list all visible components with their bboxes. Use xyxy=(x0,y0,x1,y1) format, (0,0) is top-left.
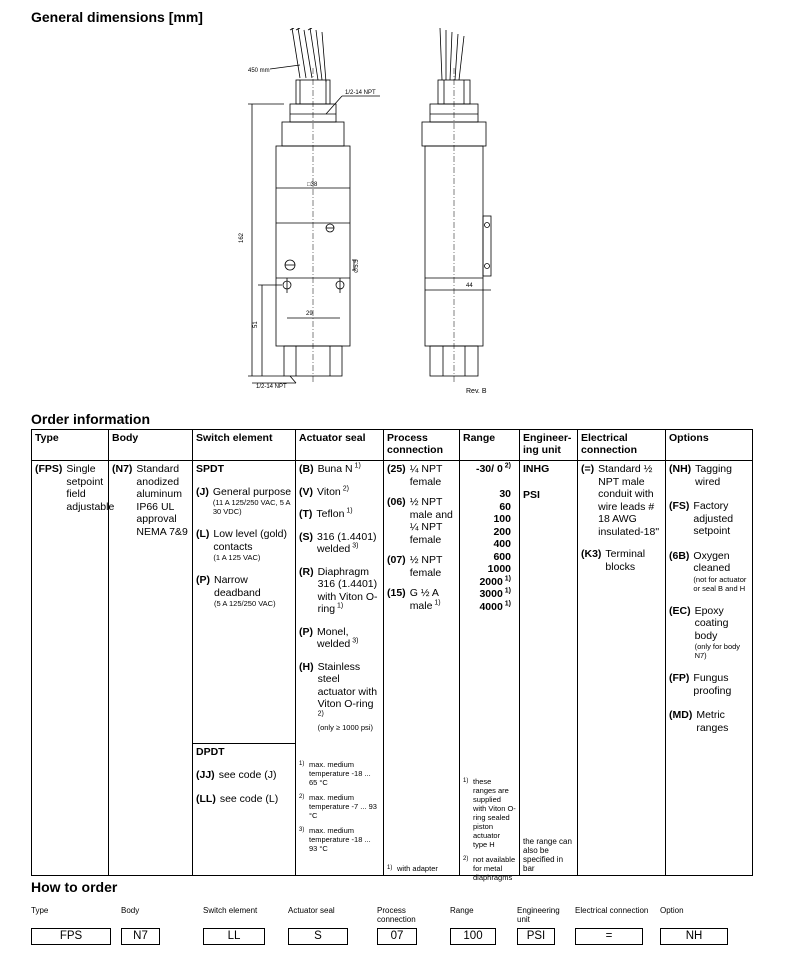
actuator-code: (H) xyxy=(299,660,314,673)
eng-inhg: INHG xyxy=(523,463,550,475)
option-code: (NH) xyxy=(669,463,692,475)
spdt-heading: SPDT xyxy=(196,463,225,475)
actuator-item xyxy=(299,486,380,499)
switch-item xyxy=(196,486,292,517)
range-value: 400 xyxy=(493,538,511,550)
process-cell xyxy=(384,461,460,876)
process-code: (06) xyxy=(387,496,406,508)
col-electrical: Electrical connection xyxy=(578,430,666,461)
order-field-value[interactable]: N7 xyxy=(121,928,160,945)
actuator-item xyxy=(299,626,380,651)
device-side-view xyxy=(422,80,491,376)
actuator-footnote-ref: 2) xyxy=(317,710,324,717)
order-field-label: Process connection xyxy=(377,906,416,924)
order-field-label: Body xyxy=(121,906,140,915)
eng-psi: PSI xyxy=(523,488,540,501)
switch-text: see code (L) xyxy=(219,793,279,805)
option-item xyxy=(669,709,749,734)
footnote-text: max. medium temperature -18 ... 93 °C xyxy=(309,826,371,853)
process-footnote: 1) with adapter xyxy=(387,864,438,873)
order-field-label: Engineering unit xyxy=(517,906,560,924)
lower-height-label: 51 xyxy=(253,321,259,328)
spdt-list xyxy=(196,486,292,609)
range-list xyxy=(463,463,516,613)
actuator-code: (T) xyxy=(299,508,313,520)
process-text: G ½ A male $^{1)}$ xyxy=(409,587,441,612)
actuator-item xyxy=(299,531,380,556)
option-note: (not for actuator or seal B and H xyxy=(693,574,747,593)
order-field-label: Actuator seal xyxy=(288,906,335,915)
option-code: (MD) xyxy=(669,709,693,721)
footnote-number: 1) xyxy=(463,778,469,784)
option-note: (only for body N7) xyxy=(694,642,741,660)
footnote-text: max. medium temperature -18 ... 65 °C xyxy=(309,760,371,787)
switch-item xyxy=(196,769,292,782)
option-item xyxy=(669,550,749,593)
switch-text: Low level (gold) contacts (1 A 125 VAC) xyxy=(213,528,292,562)
actuator-text: Monel, welded $^{3)}$ xyxy=(317,625,359,650)
dpdt-list xyxy=(196,769,292,806)
col-eng-unit: Engineer-ing unit xyxy=(520,430,578,461)
actuator-item xyxy=(299,508,380,521)
switch-note: (11 A 125/250 VAC, 5 A 30 VDC) xyxy=(212,498,291,516)
range-value: 60 xyxy=(499,500,511,513)
actuator-text: Viton $^{2)}$ xyxy=(317,485,349,498)
how-title: How to order xyxy=(31,879,118,895)
footnote-number: 1) xyxy=(299,761,305,767)
footnote-text: not available for metal diaphragms xyxy=(473,855,516,882)
electrical-text: Terminal blocks xyxy=(605,548,646,573)
order-table xyxy=(31,429,753,882)
range-footnote-ref: 2) xyxy=(502,462,511,470)
option-code: (FP) xyxy=(669,672,690,684)
range-value: 30 xyxy=(499,488,511,500)
dpdt-heading: DPDT xyxy=(196,746,225,758)
npt-top-label: 1/2-14 NPT xyxy=(345,90,376,96)
type-cell xyxy=(32,461,115,876)
electrical-code: (=) xyxy=(581,463,595,475)
order-field-value[interactable]: NH xyxy=(660,928,728,945)
switch-code: (LL) xyxy=(196,793,216,805)
order-field-value[interactable]: FPS xyxy=(31,928,111,945)
range-value: 4000 $^{1)}$ xyxy=(479,600,511,613)
col-body: Body xyxy=(109,430,193,461)
wire-length-label: 450 mm xyxy=(248,68,270,74)
actuator-item xyxy=(299,463,380,476)
col-switch: Switch element xyxy=(193,430,296,461)
actuator-code: (B) xyxy=(299,463,314,475)
option-item xyxy=(669,463,749,488)
actuator-footnote xyxy=(299,760,380,787)
option-item xyxy=(669,672,749,697)
order-field-value[interactable]: S xyxy=(288,928,348,945)
footnote-number: 2) xyxy=(299,794,305,800)
order-field-label: Type xyxy=(31,906,49,915)
electrical-item xyxy=(581,548,662,573)
option-item xyxy=(669,500,749,538)
square-label: □38 xyxy=(307,182,318,188)
switch-dpdt-cell xyxy=(193,744,296,876)
height-label: 162 xyxy=(239,232,245,243)
range-footnote xyxy=(463,777,516,849)
type-code: (FPS) xyxy=(35,463,63,475)
table-body-row xyxy=(32,461,753,744)
col-range: Range xyxy=(460,430,520,461)
range-value: 3000 $^{1)}$ xyxy=(479,587,511,600)
switch-code: (J) xyxy=(196,485,209,498)
actuator-list xyxy=(299,463,380,732)
switch-code: (L) xyxy=(196,528,210,540)
actuator-footnote-ref: 3) xyxy=(350,637,359,645)
option-code: (EC) xyxy=(669,604,691,617)
actuator-footnote-ref: 3) xyxy=(350,542,359,550)
option-text: Tagging wired xyxy=(695,463,732,488)
order-field-label: Switch element xyxy=(203,906,258,915)
order-field-label: Range xyxy=(450,906,474,915)
option-text: Epoxy coating body (only for body N7) xyxy=(695,605,749,661)
range-value: -30/ 0 $^{2)}$ xyxy=(475,462,511,475)
actuator-footnote xyxy=(299,826,380,853)
range-value: 200 xyxy=(493,525,511,538)
actuator-code: (P) xyxy=(299,625,313,638)
electrical-cell xyxy=(578,461,666,876)
electrical-text: Standard ½ NPT male conduit with wire leads # 18 AWG insulated-18" xyxy=(598,463,660,538)
order-field-value[interactable]: 07 xyxy=(377,928,417,945)
range-footnote-ref: 1) xyxy=(502,587,511,595)
process-code: (07) xyxy=(387,554,406,566)
range-value: 2000 $^{1)}$ xyxy=(479,575,511,588)
switch-text: Narrow deadband (5 A 125/250 VAC) xyxy=(214,574,292,608)
actuator-footnote-ref: 1) xyxy=(344,507,353,515)
body-code: (N7) xyxy=(112,463,133,475)
dimension-drawing xyxy=(230,28,540,403)
spacing-label: 29 xyxy=(306,311,313,317)
actuator-footnote-ref: 1) xyxy=(352,462,361,470)
actuator-code: (R) xyxy=(299,565,314,578)
actuator-text: Diaphragm 316 (1.4401) with Viton O-ring $^{1)}$ xyxy=(317,565,378,615)
footnote-number: 3) xyxy=(299,827,305,833)
order-field-value[interactable]: LL xyxy=(203,928,265,945)
body-text: Standard anodized aluminum IP66 UL approval NEMA 7&9 xyxy=(136,463,188,538)
process-code: (25) xyxy=(387,463,406,475)
options-list xyxy=(669,463,749,734)
option-item xyxy=(669,605,749,661)
order-field-value[interactable]: 100 xyxy=(450,928,496,945)
option-text: Metric ranges xyxy=(696,709,729,734)
switch-note: (5 A 125/250 VAC) xyxy=(214,599,276,608)
process-code: (15) xyxy=(387,587,406,599)
range-footnote-ref: 1) xyxy=(502,575,511,582)
col-actuator: Actuator seal xyxy=(296,430,384,461)
option-text: Fungus proofing xyxy=(693,672,732,697)
option-code: (FS) xyxy=(669,500,690,512)
hole-label: ∅5.5 xyxy=(354,259,360,273)
actuator-code: (V) xyxy=(299,485,313,498)
process-footnote-ref: 1) xyxy=(432,599,441,606)
actuator-footnote xyxy=(299,793,380,820)
switch-item xyxy=(196,574,292,608)
switch-item xyxy=(196,793,292,806)
switch-text: General purpose (11 A 125/250 VAC, 5 A 30 VDC) xyxy=(212,485,292,516)
type-text: Single setpoint field adjustable xyxy=(66,463,115,513)
npt-bottom-label: 1/2-14 NPT xyxy=(256,384,287,390)
actuator-note: (only ≥ 1000 psi) xyxy=(317,723,373,732)
switch-code: (P) xyxy=(196,574,210,586)
range-value: 100 xyxy=(493,513,511,525)
order-field-label: Option xyxy=(660,906,684,915)
actuator-footnotes xyxy=(299,760,380,853)
range-footnotes xyxy=(463,771,516,882)
actuator-text: Teflon $^{1)}$ xyxy=(316,507,353,520)
actuator-item xyxy=(299,566,380,616)
wire-leads-left xyxy=(290,28,326,82)
range-footnote-ref: 1) xyxy=(502,600,511,607)
actuator-text: 316 (1.4401) welded $^{3)}$ xyxy=(317,530,377,555)
process-item xyxy=(387,554,456,579)
footnote-text: max. medium temperature -7 ... 93 °C xyxy=(309,793,377,820)
order-field-value[interactable]: = xyxy=(575,928,643,945)
wire-leads-right xyxy=(440,28,464,80)
switch-spdt-cell xyxy=(193,461,296,744)
electrical-list xyxy=(581,463,662,573)
order-title: Order information xyxy=(31,411,151,427)
switch-code: (JJ) xyxy=(196,768,215,781)
col-options: Options xyxy=(666,430,753,461)
electrical-code: (K3) xyxy=(581,548,602,560)
actuator-code: (S) xyxy=(299,530,313,543)
range-value xyxy=(463,476,511,489)
switch-item xyxy=(196,528,292,562)
footnote-text: these ranges are supplied with Viton O-ring sealed piston actuator type H xyxy=(473,777,516,849)
col-process: Process connection xyxy=(384,430,460,461)
options-cell xyxy=(666,461,753,876)
process-item xyxy=(387,463,456,488)
process-list xyxy=(387,463,456,612)
actuator-text: Buna N $^{1)}$ xyxy=(317,462,361,475)
switch-note: (1 A 125 VAC) xyxy=(213,553,261,562)
dimensions-title: General dimensions [mm] xyxy=(31,9,203,25)
actuator-footnote-ref: 2) xyxy=(340,485,349,492)
electrical-item xyxy=(581,463,662,538)
range-value: 1000 xyxy=(487,563,511,575)
body-cell xyxy=(109,461,193,876)
footnote-number: 2) xyxy=(463,856,469,862)
process-text: ¼ NPT female xyxy=(409,463,443,488)
option-text: Factory adjusted setpoint xyxy=(693,500,734,537)
actuator-cell xyxy=(296,461,384,876)
actuator-footnote-ref: 1) xyxy=(335,602,344,610)
table-header-row xyxy=(32,430,753,461)
switch-text: see code (J) xyxy=(218,768,277,781)
option-text: Oxygen cleaned (not for actuator or seal B and H xyxy=(693,550,749,593)
range-footnote xyxy=(463,855,516,882)
actuator-text: Stainless steel actuator with Viton O-ring $^{2)}$ (only ≥ 1000 psi) xyxy=(318,661,380,733)
eng-unit-cell xyxy=(520,461,578,876)
order-field-label: Electrical connection xyxy=(575,906,649,915)
process-text: ½ NPT female xyxy=(409,554,443,579)
range-value: 600 xyxy=(493,550,511,563)
order-field-value[interactable]: PSI xyxy=(517,928,555,945)
revision-label: Rev. B xyxy=(466,388,487,395)
range-cell xyxy=(460,461,520,882)
option-code: (6B) xyxy=(669,549,690,562)
depth-label: 44 xyxy=(466,283,473,289)
col-type: Type xyxy=(32,430,109,461)
eng-note: the range can also be specified in bar xyxy=(523,837,572,873)
process-item xyxy=(387,496,456,546)
process-item xyxy=(387,587,456,612)
process-text: ½ NPT male and ¼ NPT female xyxy=(409,496,453,546)
actuator-item xyxy=(299,661,380,733)
